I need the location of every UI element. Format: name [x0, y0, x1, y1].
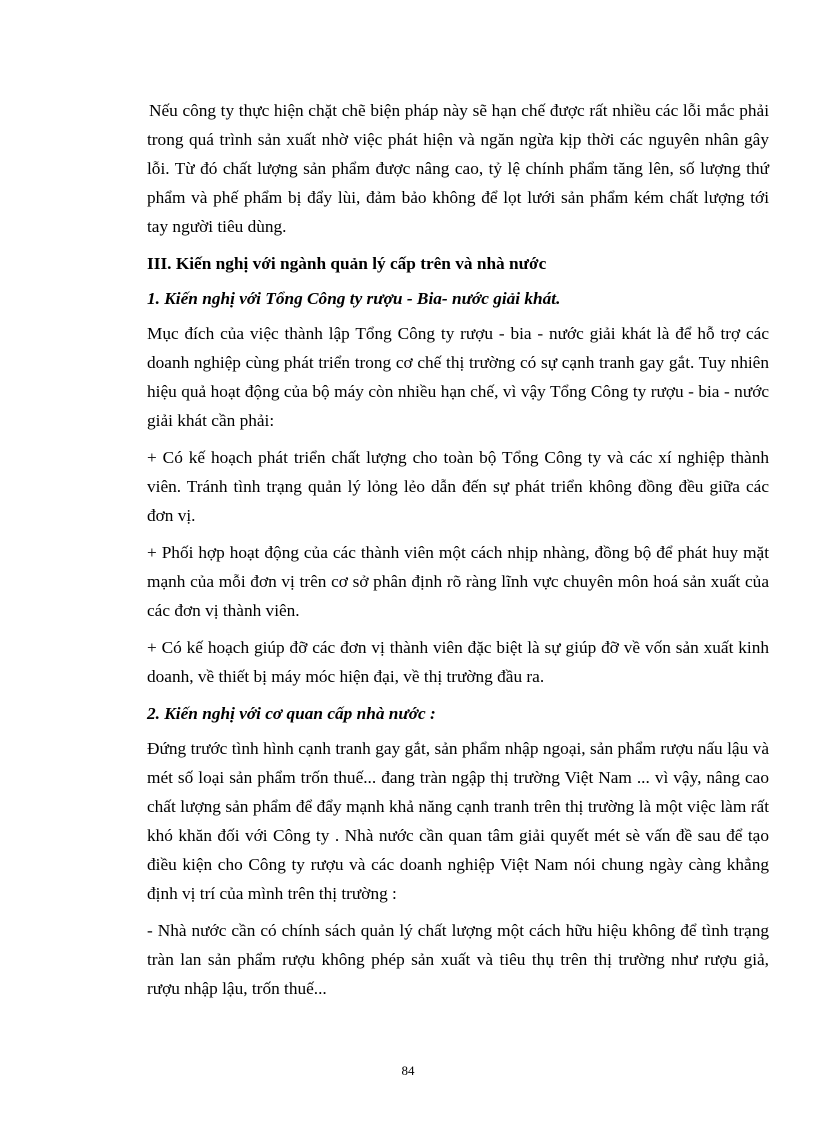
subheading-state-recommendation: 2. Kiến nghị với cơ quan cấp nhà nước : — [147, 704, 436, 723]
paragraph-corporation-purpose: Mục đích của việc thành lập Tổng Công ty rượu - bia - nước giải khát là để hỗ trợ các doanh nghiệp cùng phát triển trong cơ chế thị trường có sự cạnh tranh gay gắt. Tuy nhiên hiệu quả hoạt động của bộ máy còn nhiều hạn chế, vì vậy Tổng Công ty rượu - bia - nước giải khát cần phải: — [147, 324, 769, 430]
paragraph-quality-plan: + Có kế hoạch phát triển chất lượng cho toàn bộ Tổng Công ty và các xí nghiệp thành viên. Tránh tình trạng quản lý lỏng lẻo dẫn đến sự phát triển không đồng đều giữa các đơn vị. — [147, 448, 769, 525]
page-content — [147, 96, 769, 1011]
paragraph-coordination: + Phối hợp hoạt động của các thành viên một cách nhịp nhàng, đồng bộ để phát huy mặt mạnh của mỗi đơn vị trên cơ sở phân định rõ ràng lĩnh vực chuyên môn hoá sản xuất của các đơn vị thành viên. — [147, 543, 769, 620]
section-heading-recommendations: III. Kiến nghị với ngành quản lý cấp trên và nhà nước — [147, 254, 547, 273]
paragraph-competition-context: Đứng trước tình hình cạnh tranh gay gắt, sản phẩm nhập ngoại, sản phẩm rượu nấu lậu và mét số loại sản phẩm trốn thuế... đang tràn ngập thị trường Việt Nam ... vì vậy, nâng cao chất lượng sản phẩm để đẩy mạnh khả năng cạnh tranh trên thị trường là một việc làm rất khó khăn đối với Công ty . Nhà nước cần quan tâm giải quyết mét sè vấn đề sau để tạo điều kiện cho Công ty rượu và các doanh nghiệp Việt Nam nói chung ngày càng khẳng định vị trí của mình trên thị trường : — [147, 739, 769, 903]
page-number: 84 — [401, 1063, 415, 1078]
paragraph-quality-measures: Nếu công ty thực hiện chặt chẽ biện pháp này sẽ hạn chế được rất nhiều các lỗi mắc phải trong quá trình sản xuất nhờ việc phát hiện và ngăn ngừa kịp thời các nguyên nhân gây lỗi. Từ đó chất lượng sản phẩm được nâng cao, tỷ lệ chính phẩm tăng lên, số lượng thứ phẩm và phế phẩm bị đẩy lùi, đảm bảo không để lọt lưới sản phẩm kém chất lượng tới tay người tiêu dùng. — [147, 101, 769, 236]
subheading-corporation-recommendation: 1. Kiến nghị với Tổng Công ty rượu - Bia- nước giải khát. — [147, 289, 561, 308]
paragraph-state-policy: - Nhà nước cần có chính sách quản lý chất lượng một cách hữu hiệu không để tình trạng tràn lan sản phẩm rượu không phép sản xuất và tiêu thụ trên thị trường như rượu giả, rượu nhập lậu, trốn thuế... — [147, 921, 769, 998]
paragraph-support-plan: + Có kế hoạch giúp đỡ các đơn vị thành viên đặc biệt là sự giúp đỡ về vốn sản xuất kinh doanh, về thiết bị máy móc hiện đại, về thị trường đầu ra. — [147, 638, 769, 686]
